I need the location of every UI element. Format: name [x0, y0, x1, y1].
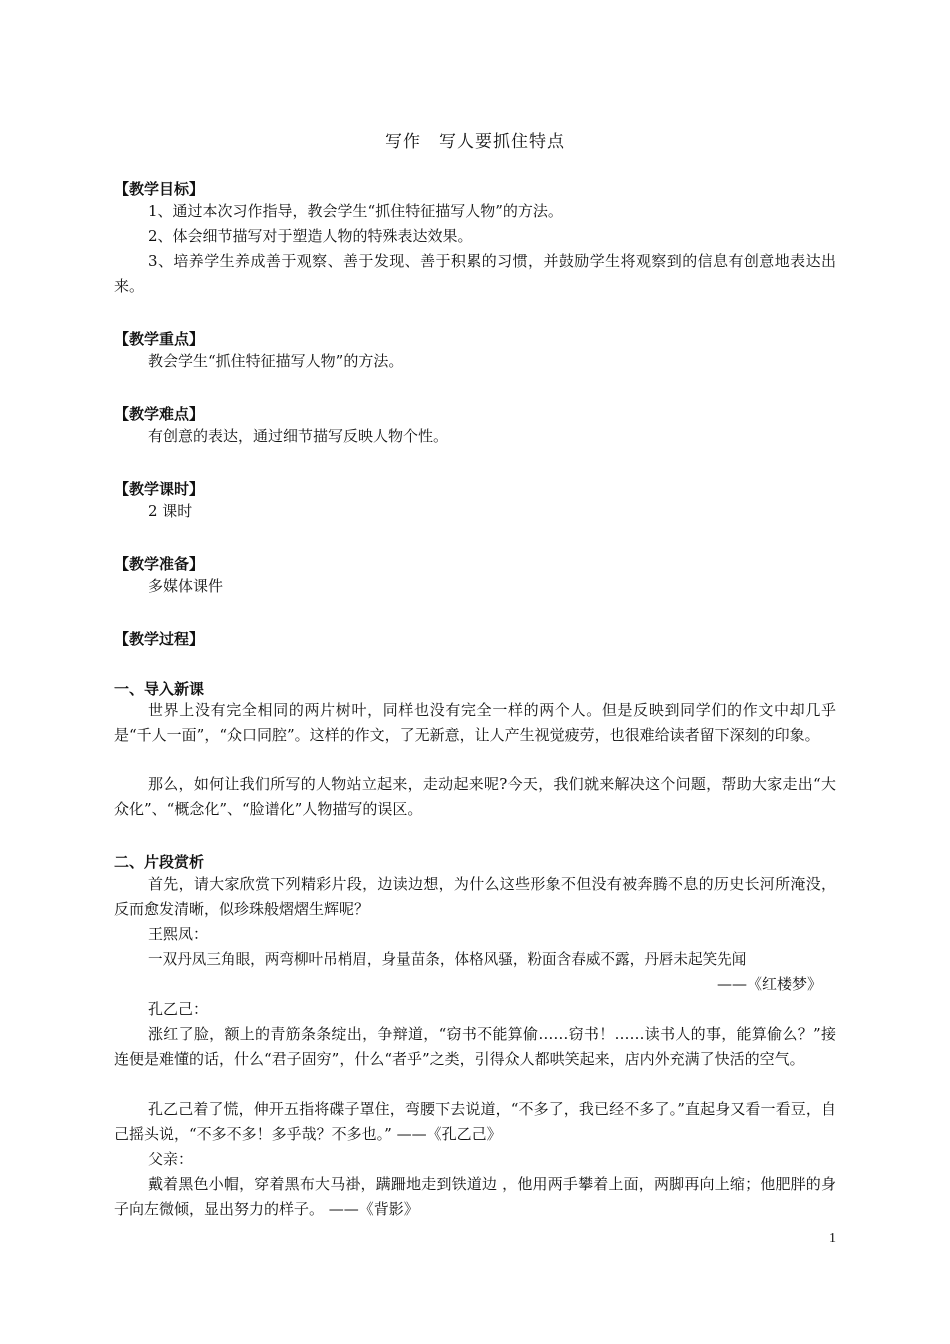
page-number: 1 [829, 1231, 836, 1246]
preparation-heading: 【教学准备】 [114, 555, 205, 573]
key-points-heading: 【教学重点】 [114, 330, 205, 348]
difficulties-heading: 【教学难点】 [114, 405, 205, 423]
kong-yiji-excerpt-1: 涨红了脸，额上的青筋条条绽出，争辩道，“窃书不能算偷……窃书！……读书人的事，能算偷么？”接连便是难懂的话，什么“君子固穷”，什么“者乎”之类，引得众人都哄笑起来，店内外充满了快活的空气。 [114, 1025, 836, 1068]
intro-paragraph-2: 那么，如何让我们所写的人物站立起来，走动起来呢?今天，我们就来解决这个问题，帮助大家走出“大众化”、“概念化”、“脸谱化”人物描写的误区。 [114, 775, 836, 818]
kong-yiji-excerpt-2: 孔乙己着了慌，伸开五指将碟子罩住，弯腰下去说道，“不多了，我已经不多了。”直起身又看一看豆，自己摇头说，“不多不多！多乎哉？不多也。” ——《孔乙己》 [114, 1100, 836, 1143]
wang-xifeng-source: ——《红楼梦》 [716, 975, 822, 993]
father-label: 父亲： [148, 1150, 194, 1168]
kong-yiji-label: 孔乙己： [148, 1000, 209, 1018]
analysis-paragraph-1: 首先，请大家欣赏下列精彩片段，边读边想，为什么这些形象不但没有被奔腾不息的历史长河所淹没，反而愈发清晰，似珍珠般熠熠生辉呢？ [114, 875, 836, 918]
wang-xifeng-label: 王熙凤： [148, 925, 209, 943]
difficulties-text: 有创意的表达，通过细节描写反映人物个性。 [148, 427, 449, 445]
objective-item-1: 1、通过本次习作指导，教会学生“抓住特征描写人物”的方法。 [148, 202, 563, 220]
preparation-text: 多媒体课件 [148, 577, 224, 595]
document-title: 写作 写人要抓住特点 [385, 132, 565, 152]
father-excerpt: 戴着黑色小帽，穿着黑布大马褂，蹒跚地走到铁道边 ，他用两手攀着上面，两脚再向上缩；他肥胖的身子向左微倾，显出努力的样子。 ——《背影》 [114, 1175, 836, 1218]
intro-heading: 一、导入新课 [114, 680, 205, 698]
objective-item-2: 2、体会细节描写对于塑造人物的特殊表达效果。 [148, 227, 473, 245]
key-points-text: 教会学生“抓住特征描写人物”的方法。 [148, 352, 404, 370]
wang-xifeng-excerpt: 一双丹凤三角眼，两弯柳叶吊梢眉，身量苗条，体格风骚，粉面含春威不露，丹唇未起笑先闻 [148, 951, 747, 968]
hours-heading: 【教学课时】 [114, 480, 205, 498]
objectives-heading: 【教学目标】 [114, 180, 205, 198]
analysis-heading: 二、片段赏析 [114, 853, 205, 871]
objective-item-3: 3、培养学生养成善于观察、善于发现、善于积累的习惯，并鼓励学生将观察到的信息有创意地表达出来。 [114, 252, 836, 295]
process-heading: 【教学过程】 [114, 630, 205, 648]
hours-text: 2 课时 [148, 502, 193, 520]
intro-paragraph-1: 世界上没有完全相同的两片树叶，同样也没有完全一样的两个人。但是反映到同学们的作文中却几乎是“千人一面”，“众口同腔”。这样的作文，了无新意，让人产生视觉疲劳，也很难给读者留下深刻的印象。 [114, 701, 836, 744]
